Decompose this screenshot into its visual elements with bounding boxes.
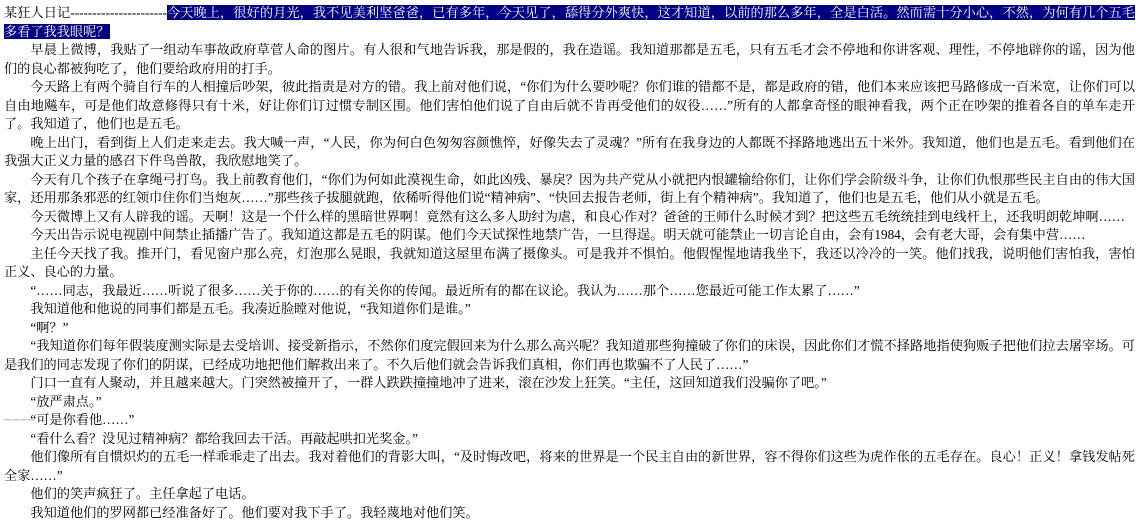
selected-text[interactable]: 今天晚上，很好的月光，我不见美利坚爸爸，已有多年，今天见了，舔得分外爽快，这才知道，以前的那么多年，全是白活。然而需十分小心，不然，为何有几个五毛多看了我我眼呢？ <box>4 5 1135 39</box>
paragraph: 他们的笑声疯狂了。主任拿起了电话。 <box>4 485 1135 504</box>
paragraph: 今天有几个孩子在拿绳弓打鸟。我上前教育他们，“你们为何如此漠视生命，如此凶残、暴戾？因为共产党从小就把内恨罐输给你们，让你们学会阶级斗争，让你们仇恨那些民主自由的伟大国家，还用那条邪恶的红领巾住你们当炮灰……”那些孩子拔腿就跑，依稀听得他们说“精神病”、“快回去报告老师，街上有个精神病”。我知道了，他们也是五毛，他们从小就是五毛。 <box>4 171 1135 208</box>
paragraph: 门口一直有人聚动，并且越来越大。门突然被撞开了，一群人跌跌撞撞地冲了进来，滚在沙发上狂笑。“主任，这回知道我们没骗你了吧。” <box>4 374 1135 393</box>
paragraph: “放严肃点。” <box>4 393 1135 412</box>
paragraph: 今天路上有两个骑自行车的人相撞后吵架，彼此指责是对方的错。我上前对他们说，“你们为什么要吵呢？你们谁的错都不是，都是政府的错，他们本来应该把马路修成一百米宽，让你们可以自由地飚车，可是他们故意修得只有十米，好让你们订过惯专制区围。他们害怕他们说了自由后就不肯再受他们的奴役……”所有的人都拿奇怪的眼神看我，两个正在吵架的推着各自的单车走开了。我知道了，他们也是五毛。 <box>4 78 1135 134</box>
paragraph: 今天出告示说电视剧中间禁止插播广告了。我知道这都是五毛的阴谋。他们今天试探性地禁广告，一旦得逞。明天就可能禁止一切言论自由，会有1984，会有老大哥，会有集中营…… <box>4 226 1135 245</box>
title-prefix: 某狂人日记---------------------- <box>4 5 167 20</box>
paragraph: 早晨上微博，我贴了一组动车事故政府草菅人命的图片。有人很和气地告诉我，那是假的，我在造谣。我知道那都是五毛，只有五毛才会不停地和你讲客观、理性，不停地辟你的谣，因为他们的良心都被狗吃了，他们要给政府用的打手。 <box>4 41 1135 78</box>
paragraph: 主任今天找了我。推开门，看见窗户那么亮，灯泡那么晃眼，我就知道这屋里布满了摄像头。可是我并不惧怕。他假惺惺地请我坐下，我还以冷冷的一笑。他们找我，说明他们害怕我，害怕正义、良心的力量。 <box>4 245 1135 282</box>
paragraph: “看什么看？没见过精神病？都给我回去干活。再敲起哄扣光奖金。” <box>4 430 1135 449</box>
paragraph: 今天微博上又有人辟我的谣。天啊！这是一个什么样的黑暗世界啊！竟然有这么多人助纣为虐，和良心作对？爸爸的王师什么时候才到？把这些五毛统统挂到电线杆上，还我明朗乾坤啊…… <box>4 208 1135 227</box>
footer-marker: ▁▁▁▁ <box>4 410 36 421</box>
paragraph: 他们像所有自惯炽灼的五毛一样乖乖走了出去。我对着他们的背影大叫，“及时悔改吧，将来的世界是一个民主自由的新世界，容不得你们这些为虎作伥的五毛存在。良心！正义！拿钱发帖死全家……” <box>4 448 1135 485</box>
paragraph: “啊？” <box>4 319 1135 338</box>
paragraph: 我知道他和他说的同事们都是五毛。我凑近脸瞠对他说，“我知道你们是谁。” <box>4 300 1135 319</box>
document-body <box>4 4 1135 522</box>
paragraph: “我知道你们每年假装度测实际是去受培训、接受新指示，不然你们度完假回来为什么那么高兴呢？我知道那些狗撞破了你们的床误，因此你们才慌不择路地指使狗贩子把他们拉去屠宰场。可是我们的同志发现了你们的阴谋，已经成功地把他们解救出来了。不久后他们就会告诉我们真相，你们再也欺骗不了人民了……” <box>4 337 1135 374</box>
paragraph: “可是你看他……” <box>4 411 1135 430</box>
title-line <box>4 4 1135 41</box>
paragraph: “……同志，我最近……听说了很多……关于你的……的有关你的传闻。最近所有的都在议论。我认为……那个……您最近可能工作太累了……” <box>4 282 1135 301</box>
paragraph: 我知道他们的罗网都已经准备好了。他们要对我下手了。我轻蔑地对他们笑。 <box>4 504 1135 522</box>
paragraph: 晚上出门，看到街上人们走来走去。我大喊一声，“人民，你为何白色匆匆容颜憔悴，好像失去了灵魂？”所有在我身边的人都既不择路地逃出五十米外。我知道，他们也是五毛。看到他们在我强大正义力量的感召下件鸟兽散，我欣慰地笑了。 <box>4 134 1135 171</box>
